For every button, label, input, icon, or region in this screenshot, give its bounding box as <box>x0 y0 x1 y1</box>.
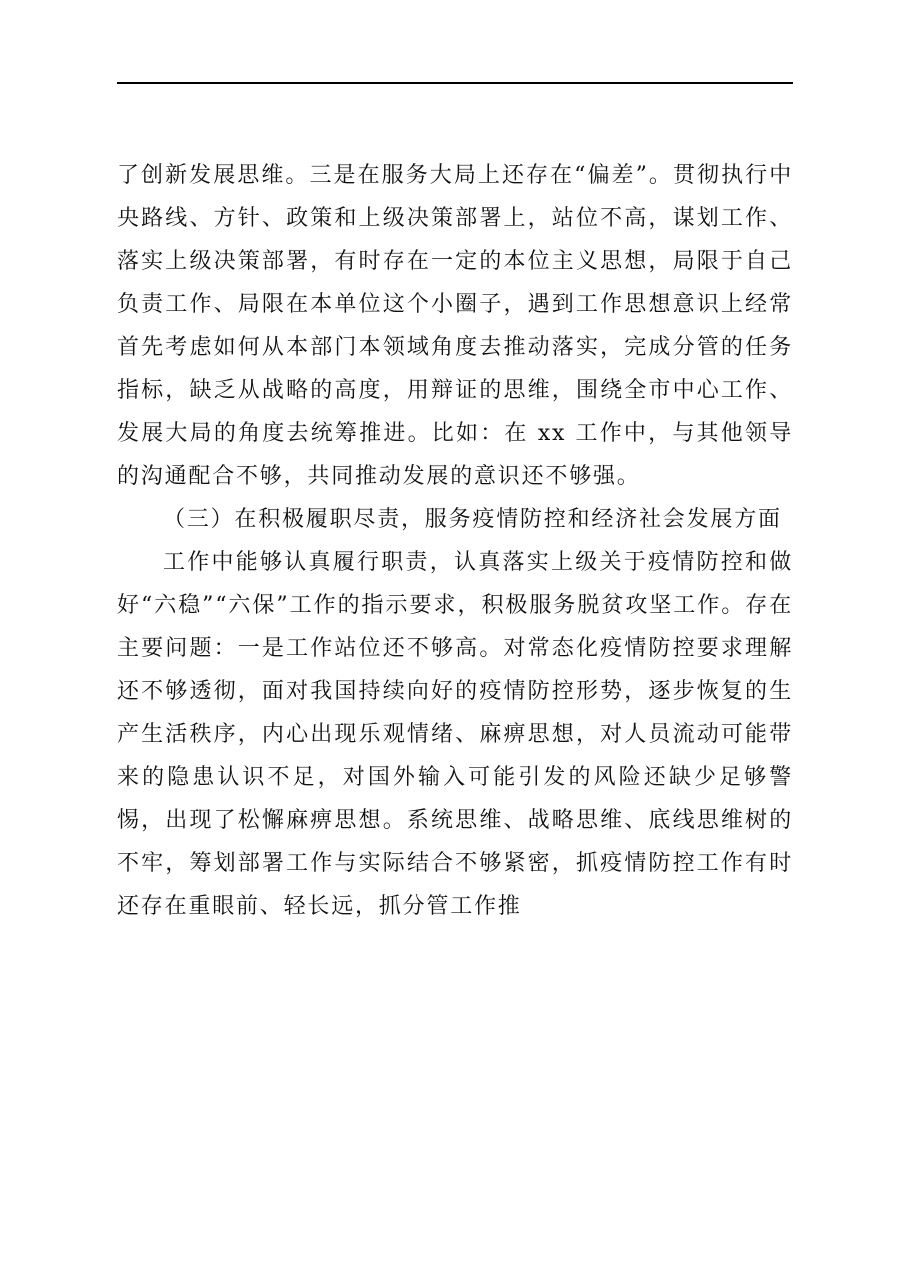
header-rule <box>117 82 793 84</box>
section-heading: （三）在积极履职尽责，服务疫情防控和经济社会发展方面 <box>163 507 782 532</box>
paragraph-body: 工作中能够认真履行职责，认真落实上级关于疫情防控和做好“六稳”“六保”工作的指示要求，积极服务脱贫攻坚工作。存在主要问题：一是工作站位还不够高。对常态化疫情防控要求理解还不够透彻，面对我国持续向好的疫情防控形势，逐步恢复的生产生活秩序，内心出现乐观情绪、麻痹思想，对人员流动可能带来的隐患认识不足，对国外输入可能引发的风险还缺少足够警惕，出现了松懈麻痹思想。系统思维、战略思维、底线思维树的不牢，筹划部署工作与实际结合不够紧密，抓疫情防控工作有时还存在重眼前、轻长远，抓分管工作推 <box>117 550 793 919</box>
paragraph-continuation: 了创新发展思维。三是在服务大局上还存在“偏差”。贯彻执行中央路线、方针、政策和上级决策部署上，站位不高，谋划工作、落实上级决策部署，有时存在一定的本位主义思想，局限于自己负责工作、局限在本单位这个小圈子，遇到工作思想意识上经常首先考虑如何从本部门本领域角度去推动落实，完成分管的任务指标，缺乏从战略的高度，用辩证的思维，围绕全市中心工作、发展大局的角度去统筹推进。比如：在 xx 工作中，与其他领导的沟通配合不够，共同推动发展的意识还不够强。 <box>117 163 793 489</box>
document-body <box>117 154 793 928</box>
